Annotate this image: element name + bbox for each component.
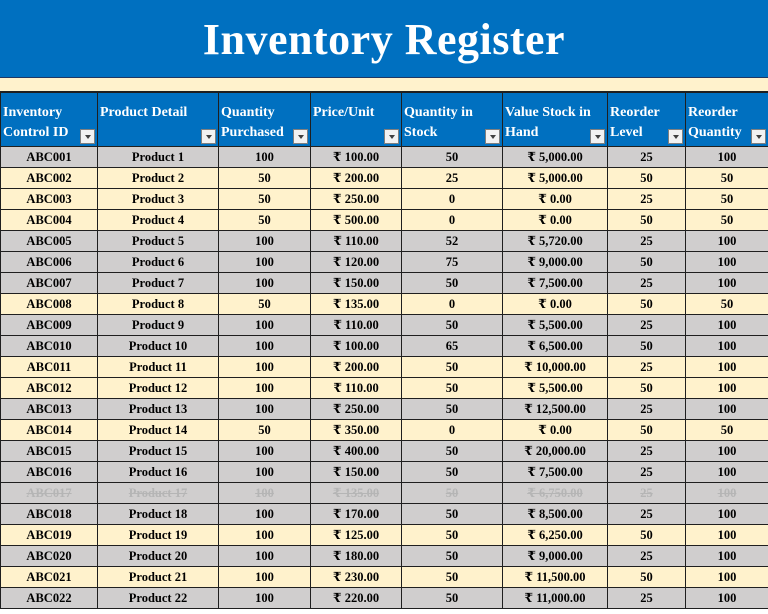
quantity-purchased-cell[interactable]: 100 [219, 252, 311, 273]
quantity-in-stock-cell[interactable]: 50 [402, 588, 503, 609]
filter-dropdown-button[interactable] [293, 129, 308, 144]
reorder-quantity-cell[interactable]: 100 [686, 399, 768, 420]
table-row [1, 210, 768, 231]
column-header-quantity-in-stock[interactable] [402, 93, 503, 147]
reorder-level-cell[interactable]: 25 [608, 588, 686, 609]
table-row [1, 189, 768, 210]
quantity-purchased-cell[interactable]: 100 [219, 525, 311, 546]
value-stock-cell[interactable]: ₹ 11,500.00 [503, 567, 608, 588]
reorder-quantity-cell[interactable]: 100 [686, 252, 768, 273]
filter-dropdown-button[interactable] [751, 129, 766, 144]
column-header-label: Quantity in Stock [404, 105, 473, 140]
inventory-id-cell[interactable]: ABC019 [1, 525, 98, 546]
inventory-id-cell[interactable]: ABC015 [1, 441, 98, 462]
table-row [1, 336, 768, 357]
product-detail-cell[interactable]: Product 9 [98, 315, 219, 336]
value-stock-cell[interactable]: ₹ 6,500.00 [503, 336, 608, 357]
product-detail-cell[interactable]: Product 12 [98, 378, 219, 399]
inventory-id-cell[interactable]: ABC018 [1, 504, 98, 525]
quantity-in-stock-cell[interactable]: 50 [402, 147, 503, 168]
price-unit-cell[interactable]: ₹ 110.00 [311, 231, 402, 252]
table-row [1, 357, 768, 378]
inventory-id-cell[interactable]: ABC003 [1, 189, 98, 210]
product-detail-cell[interactable]: Product 20 [98, 546, 219, 567]
value-stock-cell[interactable]: ₹ 0.00 [503, 210, 608, 231]
quantity-in-stock-cell[interactable]: 50 [402, 378, 503, 399]
price-unit-cell[interactable]: ₹ 230.00 [311, 567, 402, 588]
value-stock-cell[interactable]: ₹ 9,000.00 [503, 252, 608, 273]
filter-dropdown-button[interactable] [384, 129, 399, 144]
reorder-quantity-cell[interactable]: 100 [686, 462, 768, 483]
table-row [1, 483, 768, 504]
product-detail-cell[interactable]: Product 17 [98, 483, 219, 504]
quantity-in-stock-cell[interactable]: 50 [402, 525, 503, 546]
inventory-id-cell[interactable]: ABC001 [1, 147, 98, 168]
reorder-level-cell[interactable]: 50 [608, 567, 686, 588]
quantity-purchased-cell[interactable]: 100 [219, 483, 311, 504]
price-unit-cell[interactable]: ₹ 110.00 [311, 315, 402, 336]
column-header-reorder-level[interactable] [608, 93, 686, 147]
table-row [1, 315, 768, 336]
price-unit-cell[interactable]: ₹ 100.00 [311, 336, 402, 357]
inventory-id-cell[interactable]: ABC006 [1, 252, 98, 273]
column-header-quantity-purchased[interactable] [219, 93, 311, 147]
value-stock-cell[interactable]: ₹ 7,500.00 [503, 462, 608, 483]
price-unit-cell[interactable]: ₹ 350.00 [311, 420, 402, 441]
value-stock-cell[interactable]: ₹ 7,500.00 [503, 273, 608, 294]
quantity-in-stock-cell[interactable]: 0 [402, 210, 503, 231]
column-header-reorder-quantity[interactable] [686, 93, 768, 147]
quantity-in-stock-cell[interactable]: 52 [402, 231, 503, 252]
product-detail-cell[interactable]: Product 21 [98, 567, 219, 588]
quantity-purchased-cell[interactable]: 100 [219, 357, 311, 378]
quantity-purchased-cell[interactable]: 50 [219, 210, 311, 231]
price-unit-cell[interactable]: ₹ 150.00 [311, 462, 402, 483]
reorder-quantity-cell[interactable]: 100 [686, 231, 768, 252]
reorder-quantity-cell[interactable]: 50 [686, 420, 768, 441]
table-row [1, 546, 768, 567]
reorder-level-cell[interactable]: 25 [608, 147, 686, 168]
table-row [1, 567, 768, 588]
quantity-purchased-cell[interactable]: 100 [219, 567, 311, 588]
quantity-purchased-cell[interactable]: 100 [219, 504, 311, 525]
table-row [1, 252, 768, 273]
value-stock-cell[interactable]: ₹ 10,000.00 [503, 357, 608, 378]
value-stock-cell[interactable]: ₹ 6,250.00 [503, 525, 608, 546]
reorder-quantity-cell[interactable]: 100 [686, 588, 768, 609]
price-unit-cell[interactable]: ₹ 135.00 [311, 483, 402, 504]
value-stock-cell[interactable]: ₹ 5,720.00 [503, 231, 608, 252]
filter-dropdown-button[interactable] [80, 129, 95, 144]
column-header-label: Inventory Control ID [3, 105, 69, 140]
column-header-product-detail[interactable] [98, 93, 219, 147]
chevron-down-icon [673, 135, 679, 139]
reorder-level-cell[interactable]: 50 [608, 525, 686, 546]
reorder-quantity-cell[interactable]: 100 [686, 378, 768, 399]
product-detail-cell[interactable]: Product 14 [98, 420, 219, 441]
price-unit-cell[interactable]: ₹ 200.00 [311, 168, 402, 189]
table-body [1, 147, 768, 609]
table-row [1, 378, 768, 399]
inventory-id-cell[interactable]: ABC009 [1, 315, 98, 336]
quantity-in-stock-cell[interactable]: 50 [402, 315, 503, 336]
inventory-id-cell[interactable]: ABC008 [1, 294, 98, 315]
product-detail-cell[interactable]: Product 15 [98, 441, 219, 462]
value-stock-cell[interactable]: ₹ 20,000.00 [503, 441, 608, 462]
reorder-level-cell[interactable]: 25 [608, 546, 686, 567]
product-detail-cell[interactable]: Product 6 [98, 252, 219, 273]
product-detail-cell[interactable]: Product 18 [98, 504, 219, 525]
reorder-quantity-cell[interactable]: 100 [686, 336, 768, 357]
reorder-level-cell[interactable]: 25 [608, 357, 686, 378]
column-header-label: Value Stock in Hand [505, 105, 591, 140]
quantity-purchased-cell[interactable]: 50 [219, 294, 311, 315]
reorder-level-cell[interactable]: 25 [608, 483, 686, 504]
quantity-in-stock-cell[interactable]: 50 [402, 483, 503, 504]
reorder-level-cell[interactable]: 25 [608, 441, 686, 462]
product-detail-cell[interactable]: Product 10 [98, 336, 219, 357]
title-banner [0, 0, 768, 78]
chevron-down-icon [595, 135, 601, 139]
product-detail-cell[interactable]: Product 3 [98, 189, 219, 210]
inventory-table [0, 92, 768, 609]
product-detail-cell[interactable]: Product 22 [98, 588, 219, 609]
chevron-down-icon [490, 135, 496, 139]
price-unit-cell[interactable]: ₹ 200.00 [311, 357, 402, 378]
table-row [1, 231, 768, 252]
reorder-quantity-cell[interactable]: 100 [686, 315, 768, 336]
table-row [1, 147, 768, 168]
reorder-level-cell[interactable]: 25 [608, 462, 686, 483]
price-unit-cell[interactable]: ₹ 100.00 [311, 147, 402, 168]
table-row [1, 168, 768, 189]
value-stock-cell[interactable]: ₹ 5,500.00 [503, 315, 608, 336]
product-detail-cell[interactable]: Product 4 [98, 210, 219, 231]
inventory-id-cell[interactable]: ABC002 [1, 168, 98, 189]
filter-dropdown-button[interactable] [668, 129, 683, 144]
product-detail-cell[interactable]: Product 19 [98, 525, 219, 546]
column-header-label: Product Detail [100, 105, 188, 120]
inventory-id-cell[interactable]: ABC014 [1, 420, 98, 441]
quantity-purchased-cell[interactable]: 50 [219, 168, 311, 189]
quantity-in-stock-cell[interactable]: 0 [402, 420, 503, 441]
quantity-in-stock-cell[interactable]: 50 [402, 273, 503, 294]
price-unit-cell[interactable]: ₹ 220.00 [311, 588, 402, 609]
column-header-label: Reorder Quantity [688, 105, 742, 140]
reorder-level-cell[interactable]: 50 [608, 252, 686, 273]
quantity-in-stock-cell[interactable]: 75 [402, 252, 503, 273]
inventory-id-cell[interactable]: ABC007 [1, 273, 98, 294]
value-stock-cell[interactable]: ₹ 5,000.00 [503, 147, 608, 168]
product-detail-cell[interactable]: Product 8 [98, 294, 219, 315]
inventory-id-cell[interactable]: ABC010 [1, 336, 98, 357]
quantity-in-stock-cell[interactable]: 50 [402, 462, 503, 483]
page-title: Inventory Register [202, 15, 566, 64]
price-unit-cell[interactable]: ₹ 180.00 [311, 546, 402, 567]
quantity-purchased-cell[interactable]: 100 [219, 378, 311, 399]
inventory-id-cell[interactable]: ABC011 [1, 357, 98, 378]
quantity-purchased-cell[interactable]: 100 [219, 147, 311, 168]
reorder-level-cell[interactable]: 25 [608, 399, 686, 420]
reorder-level-cell[interactable]: 25 [608, 504, 686, 525]
quantity-in-stock-cell[interactable]: 50 [402, 399, 503, 420]
quantity-in-stock-cell[interactable]: 0 [402, 294, 503, 315]
quantity-in-stock-cell[interactable]: 50 [402, 357, 503, 378]
reorder-quantity-cell[interactable]: 100 [686, 567, 768, 588]
table-row [1, 441, 768, 462]
quantity-purchased-cell[interactable]: 50 [219, 420, 311, 441]
table-row [1, 273, 768, 294]
value-stock-cell[interactable]: ₹ 8,500.00 [503, 504, 608, 525]
price-unit-cell[interactable]: ₹ 170.00 [311, 504, 402, 525]
price-unit-cell[interactable]: ₹ 135.00 [311, 294, 402, 315]
reorder-level-cell[interactable]: 50 [608, 168, 686, 189]
price-unit-cell[interactable]: ₹ 110.00 [311, 378, 402, 399]
reorder-quantity-cell[interactable]: 100 [686, 525, 768, 546]
column-header-label: Price/Unit [313, 105, 375, 120]
reorder-level-cell[interactable]: 50 [608, 294, 686, 315]
reorder-quantity-cell[interactable]: 100 [686, 357, 768, 378]
reorder-quantity-cell[interactable]: 100 [686, 273, 768, 294]
reorder-level-cell[interactable]: 50 [608, 378, 686, 399]
quantity-purchased-cell[interactable]: 100 [219, 336, 311, 357]
chevron-down-icon [206, 135, 212, 139]
reorder-quantity-cell[interactable]: 100 [686, 441, 768, 462]
inventory-id-cell[interactable]: ABC017 [1, 483, 98, 504]
quantity-in-stock-cell[interactable]: 65 [402, 336, 503, 357]
price-unit-cell[interactable]: ₹ 150.00 [311, 273, 402, 294]
inventory-id-cell[interactable]: ABC004 [1, 210, 98, 231]
table-row [1, 504, 768, 525]
reorder-quantity-cell[interactable]: 50 [686, 189, 768, 210]
chevron-down-icon [85, 135, 91, 139]
header-row [1, 93, 768, 147]
inventory-id-cell[interactable]: ABC005 [1, 231, 98, 252]
column-header-label: Reorder Level [610, 105, 660, 140]
product-detail-cell[interactable]: Product 5 [98, 231, 219, 252]
quantity-in-stock-cell[interactable]: 50 [402, 567, 503, 588]
chevron-down-icon [756, 135, 762, 139]
filter-dropdown-button[interactable] [590, 129, 605, 144]
column-header-inventory-control-id[interactable] [1, 93, 98, 147]
inventory-id-cell[interactable]: ABC022 [1, 588, 98, 609]
product-detail-cell[interactable]: Product 7 [98, 273, 219, 294]
reorder-level-cell[interactable]: 50 [608, 420, 686, 441]
inventory-id-cell[interactable]: ABC012 [1, 378, 98, 399]
table-row [1, 462, 768, 483]
quantity-purchased-cell[interactable]: 100 [219, 399, 311, 420]
price-unit-cell[interactable]: ₹ 120.00 [311, 252, 402, 273]
quantity-purchased-cell[interactable]: 100 [219, 273, 311, 294]
quantity-purchased-cell[interactable]: 100 [219, 231, 311, 252]
product-detail-cell[interactable]: Product 11 [98, 357, 219, 378]
reorder-level-cell[interactable]: 25 [608, 315, 686, 336]
quantity-purchased-cell[interactable]: 100 [219, 441, 311, 462]
reorder-quantity-cell[interactable]: 100 [686, 483, 768, 504]
column-header-label: Quantity Purchased [221, 105, 284, 140]
filter-dropdown-button[interactable] [485, 129, 500, 144]
value-stock-cell[interactable]: ₹ 5,000.00 [503, 168, 608, 189]
value-stock-cell[interactable]: ₹ 0.00 [503, 420, 608, 441]
reorder-quantity-cell[interactable]: 100 [686, 546, 768, 567]
chevron-down-icon [298, 135, 304, 139]
reorder-level-cell[interactable]: 25 [608, 231, 686, 252]
price-unit-cell[interactable]: ₹ 125.00 [311, 525, 402, 546]
quantity-purchased-cell[interactable]: 100 [219, 588, 311, 609]
reorder-quantity-cell[interactable]: 100 [686, 504, 768, 525]
table-row [1, 399, 768, 420]
quantity-in-stock-cell[interactable]: 50 [402, 441, 503, 462]
reorder-level-cell[interactable]: 50 [608, 336, 686, 357]
quantity-in-stock-cell[interactable]: 25 [402, 168, 503, 189]
value-stock-cell[interactable]: ₹ 11,000.00 [503, 588, 608, 609]
inventory-id-cell[interactable]: ABC020 [1, 546, 98, 567]
quantity-in-stock-cell[interactable]: 50 [402, 504, 503, 525]
quantity-purchased-cell[interactable]: 100 [219, 546, 311, 567]
value-stock-cell[interactable]: ₹ 9,000.00 [503, 546, 608, 567]
price-unit-cell[interactable]: ₹ 500.00 [311, 210, 402, 231]
product-detail-cell[interactable]: Product 13 [98, 399, 219, 420]
inventory-id-cell[interactable]: ABC013 [1, 399, 98, 420]
table-row [1, 420, 768, 441]
value-stock-cell[interactable]: ₹ 5,500.00 [503, 378, 608, 399]
reorder-level-cell[interactable]: 50 [608, 210, 686, 231]
quantity-in-stock-cell[interactable]: 0 [402, 189, 503, 210]
product-detail-cell[interactable]: Product 1 [98, 147, 219, 168]
chevron-down-icon [389, 135, 395, 139]
table-row [1, 525, 768, 546]
quantity-purchased-cell[interactable]: 100 [219, 315, 311, 336]
inventory-id-cell[interactable]: ABC021 [1, 567, 98, 588]
price-unit-cell[interactable]: ₹ 400.00 [311, 441, 402, 462]
product-detail-cell[interactable]: Product 2 [98, 168, 219, 189]
spacer-row [0, 78, 768, 92]
quantity-purchased-cell[interactable]: 50 [219, 189, 311, 210]
product-detail-cell[interactable]: Product 16 [98, 462, 219, 483]
price-unit-cell[interactable]: ₹ 250.00 [311, 189, 402, 210]
reorder-quantity-cell[interactable]: 50 [686, 210, 768, 231]
column-header-value-stock-in-hand[interactable] [503, 93, 608, 147]
reorder-level-cell[interactable]: 25 [608, 273, 686, 294]
quantity-purchased-cell[interactable]: 100 [219, 462, 311, 483]
filter-dropdown-button[interactable] [201, 129, 216, 144]
table-row [1, 588, 768, 609]
reorder-level-cell[interactable]: 25 [608, 189, 686, 210]
inventory-id-cell[interactable]: ABC016 [1, 462, 98, 483]
value-stock-cell[interactable]: ₹ 0.00 [503, 294, 608, 315]
reorder-quantity-cell[interactable]: 50 [686, 168, 768, 189]
value-stock-cell[interactable]: ₹ 0.00 [503, 189, 608, 210]
value-stock-cell[interactable]: ₹ 12,500.00 [503, 399, 608, 420]
reorder-quantity-cell[interactable]: 100 [686, 147, 768, 168]
reorder-quantity-cell[interactable]: 50 [686, 294, 768, 315]
quantity-in-stock-cell[interactable]: 50 [402, 546, 503, 567]
price-unit-cell[interactable]: ₹ 250.00 [311, 399, 402, 420]
table-row [1, 294, 768, 315]
value-stock-cell[interactable]: ₹ 6,750.00 [503, 483, 608, 504]
column-header-price-unit[interactable] [311, 93, 402, 147]
